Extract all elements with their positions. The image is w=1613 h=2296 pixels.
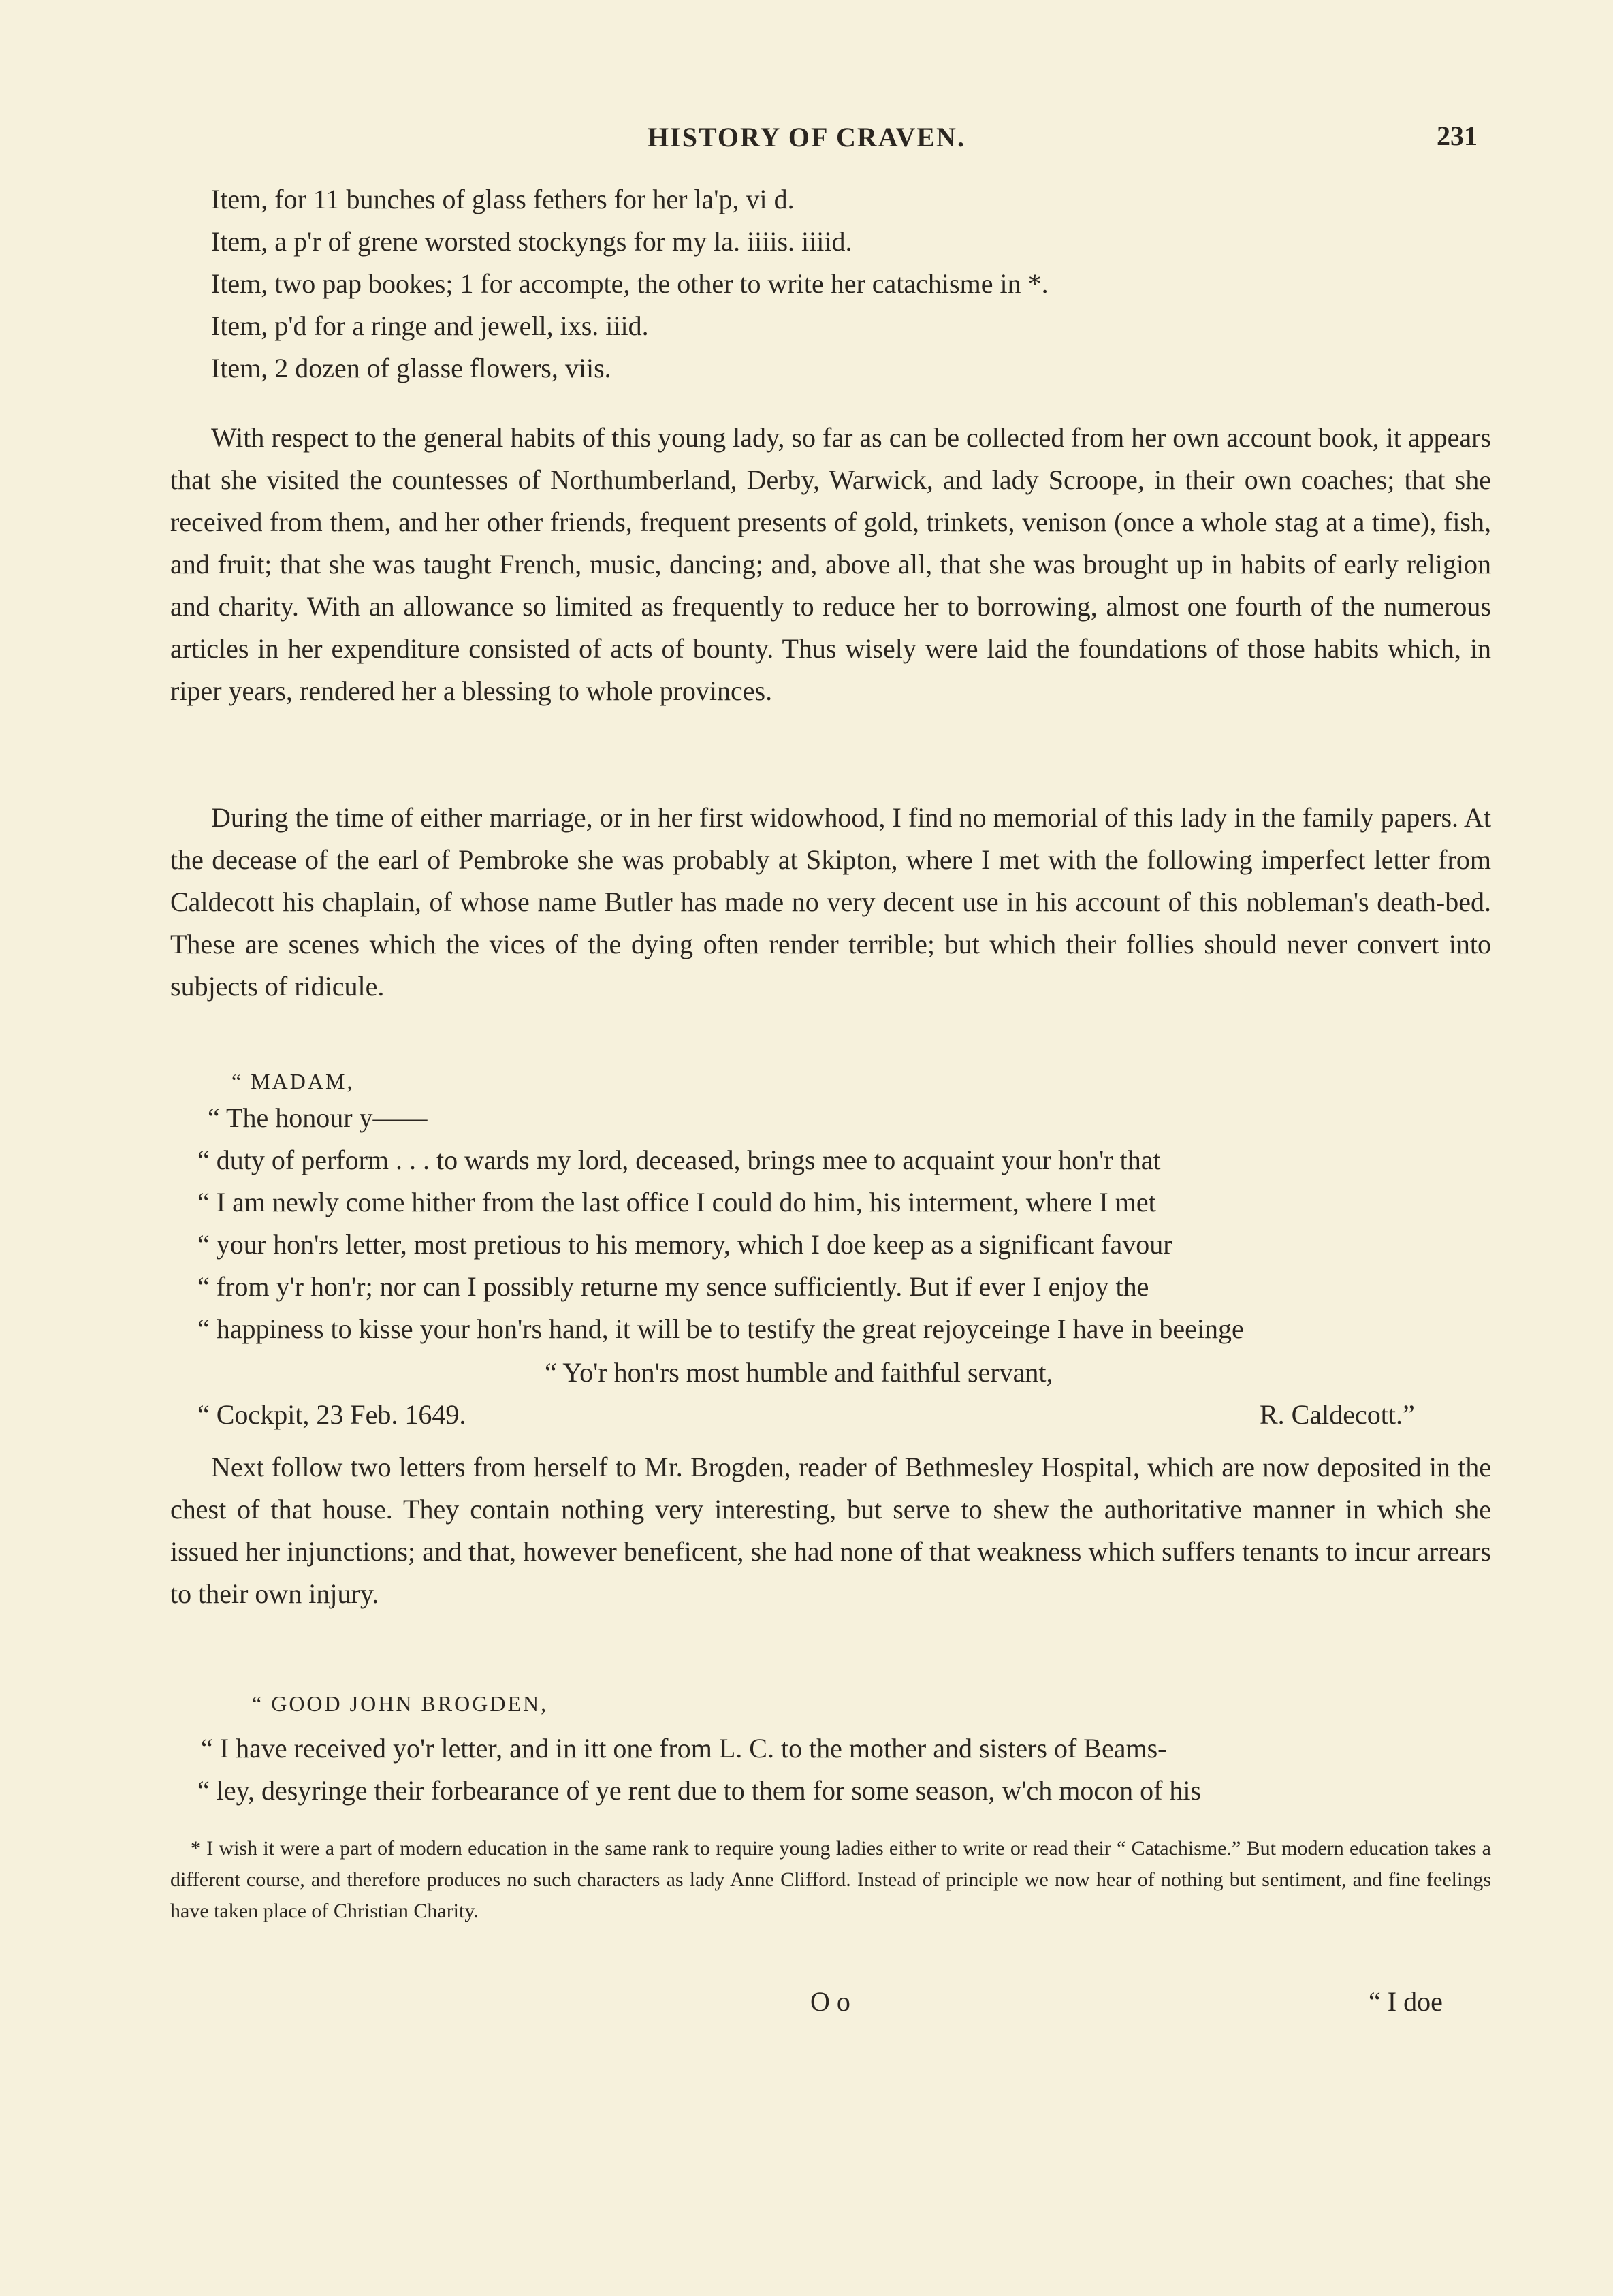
letter-line: “ The honour y—— [208,1102,428,1133]
letter-salutation: “ GOOD JOHN BROGDEN, [252,1691,549,1716]
letter-line: “ I have received yo'r letter, and in itt one from L. C. to the mother and sisters of Beams- [201,1733,1167,1764]
letter-line: “ your hon'rs letter, most pretious to his memory, which I doe keep as a significant favour [197,1229,1172,1260]
letter-signer: R. Caldecott.” [1260,1399,1415,1430]
expense-item: Item, 2 dozen of glasse flowers, viis. [211,353,611,383]
letter-signoff: “ Yo'r hon'rs most humble and faithful servant, [545,1357,1053,1388]
letter-line: “ happiness to kisse your hon'rs hand, it will be to testify the great rejoyceinge I have in beeinge [197,1313,1244,1344]
expense-item: Item, a p'r of grene worsted stockyngs for my la. iiiis. iiiid. [211,226,852,257]
letter-line: “ from y'r hon'r; nor can I possibly returne my sence sufficiently. But if ever I enjoy the [197,1271,1149,1302]
body-paragraph-habits: With respect to the general habits of this young lady, so far as can be collected from her own account book, it appears that she visited the countesses of Northumberland, Derby, Warwick, and lady Scroope, in their own coaches; that she received from them, and her other friends, frequent presents of gold, trinkets, venison (once a whole stag at a time), fish, and fruit; that she was taught French, music, dancing; and, above all, that she was brought up in habits of early religion and charity. With an allowance so limited as frequently to reduce her to borrowing, almost one fourth of the numerous articles in her expenditure consisted of acts of bounty. Thus wisely were laid the foundations of those habits which, in riper years, rendered her a blessing to whole provinces. [170,422,1491,706]
body-paragraph-brogden: Next follow two letters from herself to Mr. Brogden, reader of Bethmesley Hospital, which are now deposited in the chest of that house. They contain nothing very interesting, but serve to shew the authoritative manner in which she issued her injunctions; and that, however beneficent, she had none of that weakness which suffers tenants to incur arrears to their own injury. [170,1452,1491,1609]
running-header: HISTORY OF CRAVEN. [648,122,965,153]
footnote: * I wish it were a part of modern education in the same rank to require young ladies either to write or read their “ Catachisme.” But modern education takes a different course, and therefore produces no such characters as lady Anne Clifford. Instead of principle we now hear of nothing but sentiment, and fine feelings have taken place of Christian Charity. [170,1837,1491,1922]
catchword: “ I doe [1369,1986,1443,2017]
page-number: 231 [1437,121,1478,151]
expense-item: Item, p'd for a ringe and jewell, ixs. iiid. [211,310,649,341]
signature-mark: O o [810,1986,850,2017]
letter-line: “ duty of perform . . . to wards my lord, deceased, brings mee to acquaint your hon'r that [197,1145,1161,1175]
expense-item: Item, two pap bookes; 1 for accompte, the other to write her catachisme in *. [211,268,1049,299]
letter-line: “ ley, desyringe their forbearance of ye rent due to them for some season, w'ch mocon of his [197,1775,1202,1806]
expense-item: Item, for 11 bunches of glass fethers for her la'p, vi d. [211,184,795,214]
letter-dateline: “ Cockpit, 23 Feb. 1649. [197,1399,466,1430]
letter-line: “ I am newly come hither from the last office I could do him, his interment, where I met [197,1187,1156,1217]
expense-items-list [211,178,1049,389]
body-paragraph-widowhood: During the time of either marriage, or in her first widowhood, I find no memorial of this lady in the family papers. At the decease of the earl of Pembroke she was probably at Skipton, where I met with the following imperfect letter from Caldecott his chaplain, of whose name Butler has made no very decent use in his account of this nobleman's death-bed. These are scenes which the vices of the dying often render terrible; but which their follies should never convert into subjects of ridicule. [170,802,1491,1002]
letter-salutation: “ MADAM, [231,1069,355,1094]
